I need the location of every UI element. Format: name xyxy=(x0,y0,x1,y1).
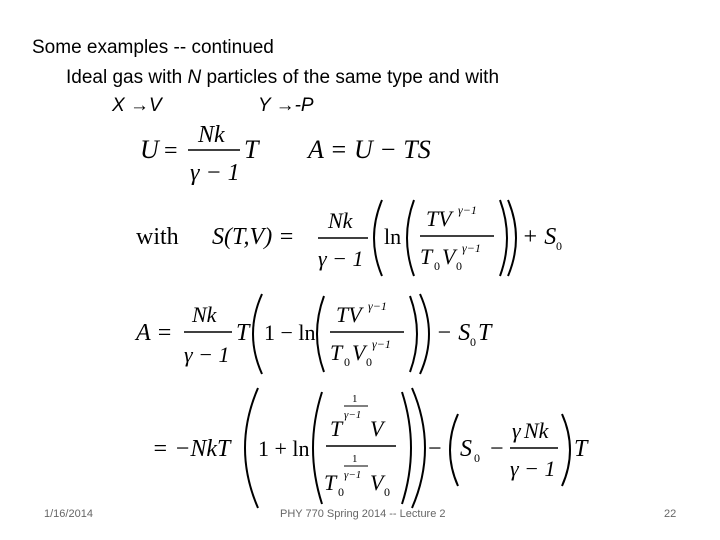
entropy-v0-exponent: γ−1 xyxy=(462,241,481,255)
eq1-numerator: Nk xyxy=(198,122,225,148)
A-denominator: γ − 1 xyxy=(184,342,230,367)
entropy-ln: ln xyxy=(384,224,402,249)
A-minus-s0: − S xyxy=(436,320,471,346)
final-bottom-exp-den: γ−1 xyxy=(344,469,362,481)
A-t0: T xyxy=(330,340,343,365)
equation-final xyxy=(152,388,589,508)
entropy-tv-exponent: γ−1 xyxy=(458,203,477,217)
mapping-x-to-v: X →V xyxy=(112,95,162,116)
entropy-open-paren xyxy=(374,200,382,276)
entropy-close-paren xyxy=(508,200,516,276)
entropy-inner-close-paren xyxy=(500,200,507,276)
subheading-variable: N xyxy=(187,67,202,88)
final-close-paren xyxy=(412,388,425,508)
final-top-t: T xyxy=(330,416,343,441)
entropy-v0: V xyxy=(442,244,456,269)
entropy-denominator: γ − 1 xyxy=(318,246,364,271)
final-top-exp-one: 1 xyxy=(352,393,358,405)
eq1-denominator: γ − 1 xyxy=(190,160,240,186)
footer-page-number: 22 xyxy=(664,508,677,520)
A-one-minus-ln: 1 − ln xyxy=(264,320,316,345)
final-bottom-v0-sub: 0 xyxy=(384,485,390,499)
final-inner-close-paren xyxy=(402,392,411,504)
mapping-y-to-p: Y →-P xyxy=(258,95,314,116)
eq2-free-energy: A = U − TS xyxy=(308,135,431,164)
entropy-s0-sub: 0 xyxy=(556,239,562,253)
eq1-lhs: U xyxy=(140,135,159,164)
with-word: with xyxy=(136,224,179,250)
A-tv-exponent: γ−1 xyxy=(368,299,387,313)
final-inner-open-paren xyxy=(313,392,322,504)
final-bottom-t0-sub: 0 xyxy=(338,485,344,499)
A-lhs: A = xyxy=(136,320,173,346)
final-s-close-paren xyxy=(562,414,570,486)
final-s0: S xyxy=(460,436,472,462)
entropy-t0-sub: 0 xyxy=(434,259,440,273)
A-t0-sub: 0 xyxy=(344,355,350,369)
A-inner-open-paren xyxy=(317,296,324,372)
final-open-paren xyxy=(245,388,258,508)
A-temperature: T xyxy=(236,320,250,346)
final-s-open-paren xyxy=(450,414,458,486)
final-lhs: = −NkT xyxy=(152,436,231,462)
slide-heading: Some examples -- continued xyxy=(32,37,274,58)
entropy-lhs: S(T,V) = xyxy=(212,224,295,250)
subheading-post: particles of the same type and with xyxy=(201,67,500,88)
final-s-numerator: Nk xyxy=(524,418,549,443)
entropy-plus-s0: + S xyxy=(522,224,557,250)
final-bottom-v0: V xyxy=(370,470,384,495)
equation-internal-energy xyxy=(140,122,431,186)
footer-date: 1/16/2014 xyxy=(44,508,93,520)
final-trailing-t: T xyxy=(574,436,588,462)
entropy-tv: TV xyxy=(426,206,452,231)
final-one-plus-ln: 1 + ln xyxy=(258,436,310,461)
A-v0: V xyxy=(352,340,366,365)
A-s0-sub: 0 xyxy=(470,335,476,349)
A-open-paren xyxy=(253,294,262,374)
A-tv: TV xyxy=(336,302,362,327)
A-close-paren xyxy=(420,294,429,374)
equation-free-energy-expanded xyxy=(134,294,493,374)
final-top-exp-den: γ−1 xyxy=(344,409,362,421)
final-s-denominator: γ − 1 xyxy=(510,456,556,481)
eq1-temperature: T xyxy=(244,135,259,164)
final-bottom-exp-one: 1 xyxy=(352,453,358,465)
final-s0-sub: 0 xyxy=(474,451,480,465)
A-v0-exponent: γ−1 xyxy=(372,337,391,351)
entropy-inner-open-paren xyxy=(407,200,414,276)
final-gamma: γ xyxy=(512,418,521,443)
A-inner-close-paren xyxy=(410,296,417,372)
eq1-equals: = xyxy=(164,138,178,164)
final-s-minus: − xyxy=(490,436,504,462)
A-v0-sub: 0 xyxy=(366,355,372,369)
equation-entropy xyxy=(136,200,562,276)
entropy-numerator: Nk xyxy=(328,208,353,233)
A-trailing-t: T xyxy=(478,320,492,346)
final-bottom-t0: T xyxy=(324,470,337,495)
footer-course: PHY 770 Spring 2014 -- Lecture 2 xyxy=(280,508,446,520)
final-top-v: V xyxy=(370,416,384,441)
subheading-pre: Ideal gas with xyxy=(66,67,188,88)
final-minus: − xyxy=(428,436,442,462)
entropy-t0: T xyxy=(420,244,433,269)
A-numerator: Nk xyxy=(192,302,217,327)
entropy-v0-sub: 0 xyxy=(456,259,462,273)
